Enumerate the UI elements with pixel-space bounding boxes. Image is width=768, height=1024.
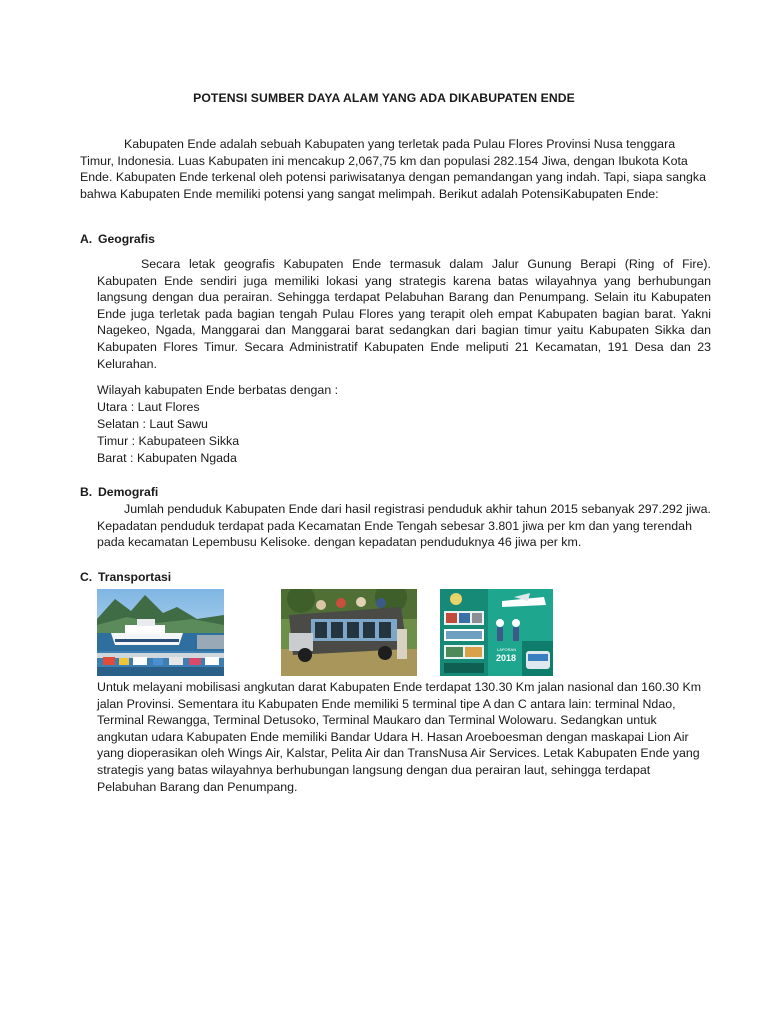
border-intro: Wilayah kabupaten Ende berbatas dengan : <box>97 383 339 397</box>
section-c-paragraph: Untuk melayani mobilisasi angkutan darat Kabupaten Ende terdapat 130.30 Km jalan nasional dan 160.30 Km jalan Provinsi. Sementara itu Kabupaten Ende memiliki 5 terminal tipe A dan C antara lain: terminal Ndao, Terminal Rewangga, Terminal Detusoko, Terminal Maukaro dan Terminal Wolowaru. Sedangkan untuk angkutan udara Kabupaten Ende memiliki Bandar Udara H. Hasan Aroeboesman dengan maskapai Lion Air yang dioperasikan oleh Wings Air, Kalstar, Pelita Air dan TransNusa Air Services. Letak Kabupaten Ende yang strategis yang batas wilayahnya berhubungan langsung dengan dua perairan laut, sehingga terdapat Pelabuhan Barang dan Penumpang. <box>97 680 702 794</box>
border-item: Utara : Laut Flores <box>97 400 200 414</box>
section-c-heading <box>80 569 171 586</box>
intro-text: Kabupaten Ende adalah sebuah Kabupaten yang terletak pada Pulau Flores Provinsi Nusa tenggara Timur, Indonesia. Luas Kabupaten ini mencakup 2,067,75 km dan populasi 282.154 Jiwa, dengan Ibukota Kota Ende. Kabupaten Ende terkenal oleh potensi pariwisatanya dengan pemandangan yang indah. Tapi, siapa sangka bahwa Kabupaten Ende memiliki potensi yang sangat melimpah. Berikut adalah PotensiKabupaten Ende: <box>80 137 706 201</box>
page-title: POTENSI SUMBER DAYA ALAM YANG ADA DIKABUPATEN ENDE <box>193 91 575 105</box>
harbor-ferry-photo <box>97 589 224 676</box>
svg-text:LAPORAN: LAPORAN <box>497 647 517 652</box>
section-b-letter: B. <box>80 485 93 499</box>
passenger-truck-photo <box>281 589 417 676</box>
border-item: Selatan : Laut Sawu <box>97 417 208 431</box>
transport-brochure-photo <box>440 589 553 676</box>
section-a-title: Geografis <box>98 232 155 246</box>
brochure-year: 2018 <box>496 653 517 663</box>
section-b-text: Jumlah penduduk Kabupaten Ende dari hasil registrasi penduduk akhir tahun 2015 sebanyak 297.292 jiwa. Kepadatan penduduk terdapat pada Kecamatan Ende Tengah sebesar 3.801 jiwa per km dan yang terendah pada kecamatan Lepembusu Kelisoke. dengan kepadatan penduduknya 46 jiwa per km. <box>97 502 711 550</box>
section-b-paragraph <box>97 501 711 551</box>
section-c-letter: C. <box>80 570 93 584</box>
border-list <box>97 382 711 467</box>
section-a-letter: A. <box>80 232 93 246</box>
section-a-heading <box>80 231 155 248</box>
section-b-heading <box>80 484 158 501</box>
section-a-paragraph <box>97 256 711 372</box>
section-b-title: Demografi <box>98 485 159 499</box>
border-item: Barat : Kabupaten Ngada <box>97 451 237 465</box>
intro-paragraph <box>80 136 710 202</box>
section-c-title: Transportasi <box>98 570 172 584</box>
section-a-text: Secara letak geografis Kabupaten Ende termasuk dalam Jalur Gunung Berapi (Ring of Fire). Kabupaten Ende sendiri juga memiliki lokasi yang strategis karena batas wilayahnya yang berhubungan langsung dengan dua perairan. Sehingga terdapat Pelabuhan Barang dan Penumpang. Selain itu Kabupaten Ende juga terletak pada bagian tengah Pulau Flores yang terapit oleh empat Kabupaten bagian barat. Yakni Nagekeo, Ngada, Manggarai dan Manggarai barat sedangkan dari bagian timur yaitu Kabupaten Sikka dan Kabupaten Flores Timur. Secara Administratif Kabupaten Ende meliputi 21 Kecamatan, 191 Desa dan 23 Kelurahan. <box>97 257 711 371</box>
border-item: Timur : Kabupateen Sikka <box>97 434 240 448</box>
